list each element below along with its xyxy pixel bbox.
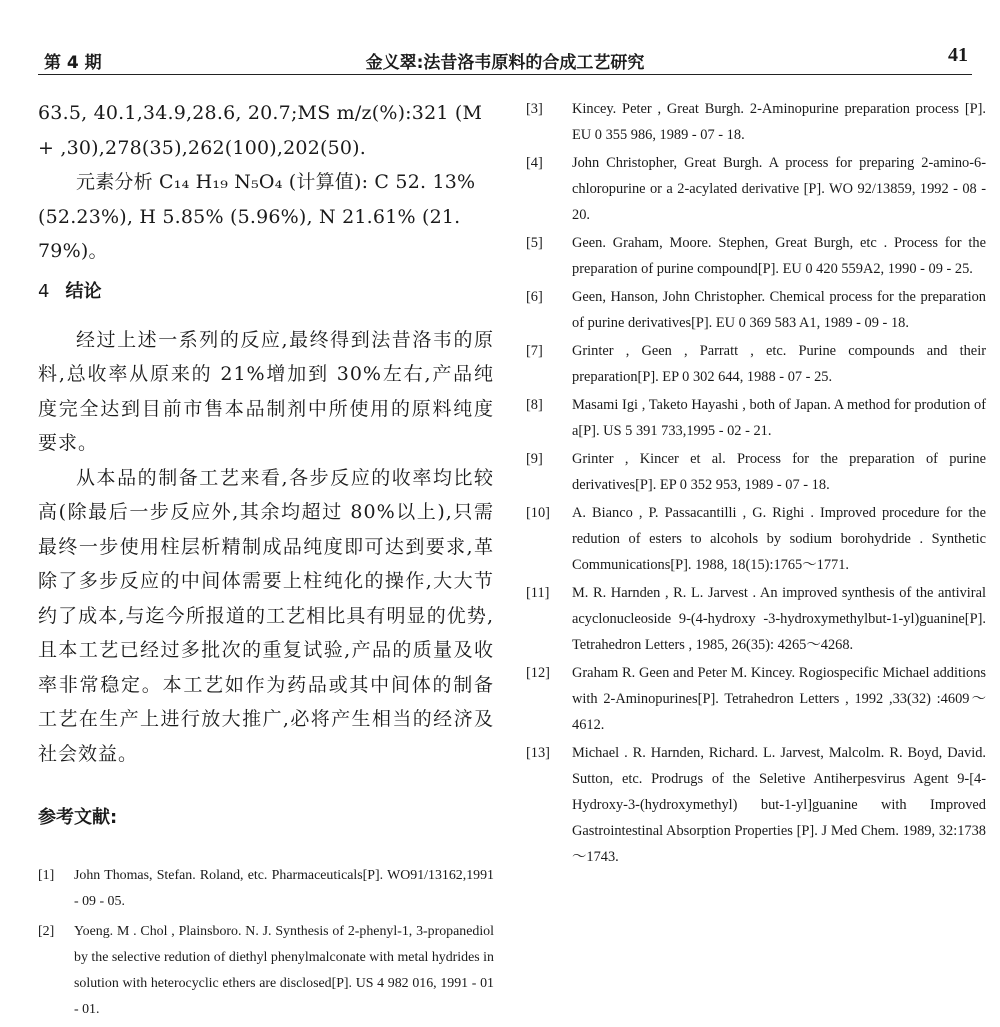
section-number: 4 <box>38 280 50 302</box>
reference-item <box>526 740 986 870</box>
ms-data-line: + ,30),278(35),262(100),202(50). <box>38 136 367 159</box>
reference-number: [9] <box>526 451 543 467</box>
reference-text: Grinter , Geen , Parratt , etc. Purine compounds and their preparation[P]. EP 0 302 644, 1988 - 07 - 25. <box>572 343 986 385</box>
reference-item <box>526 338 986 390</box>
reference-text: John Thomas, Stefan. Roland, etc. Pharmaceuticals[P]. WO91/13162,1991 - 09 - 05. <box>74 868 494 909</box>
reference-text: Geen. Graham, Moore. Stephen, Great Burgh, etc . Process for the preparation of purine compound[P]. EU 0 420 559A2, 1990 - 09 - 25. <box>572 235 986 277</box>
reference-item <box>526 96 986 148</box>
reference-number: [7] <box>526 343 543 359</box>
section-heading <box>38 275 494 309</box>
reference-item <box>38 863 494 915</box>
reference-number: [11] <box>526 585 550 601</box>
running-header <box>38 44 972 73</box>
header-rule <box>38 74 972 75</box>
reference-number: [13] <box>526 745 550 761</box>
reference-item <box>38 919 494 1023</box>
reference-text: Grinter , Kincer et al. Process for the preparation of purine derivatives[P]. EP 0 352 953, 1989 - 07 - 18. <box>572 451 986 493</box>
right-column <box>526 96 986 872</box>
elemental-analysis-line: 元素分析 C₁₄ H₁₉ N₅O₄ (计算值): C 52. 13% <box>76 171 476 193</box>
conclusion-paragraph-1: 经过上述一系列的反应,最终得到法昔洛韦的原料,总收率从原来的 21%增加到 30%左右,产品纯度完全达到目前市售本品制剂中所使用的原料纯度要求。 <box>38 328 494 454</box>
reference-item <box>526 150 986 228</box>
reference-item <box>526 392 986 444</box>
reference-number: [4] <box>526 155 543 171</box>
reference-text: A. Bianco , P. Passacantilli , G. Righi . Improved procedure for the redution of esters to alcohols by sodium borohydride . Synthetic Communications[P]. 1988, 18(15):1765～1771. <box>572 505 986 573</box>
left-column <box>38 96 494 1027</box>
reference-number: [12] <box>526 665 550 681</box>
reference-text: M. R. Harnden , R. L. Jarvest . An improved synthesis of the antiviral acyclonucleoside 9-(4-hydroxy -3-hydroxymethylbut-1-yl)guanine[P]. Tetrahedron Letters , 1985, 26(35): 4265～4268. <box>572 585 986 653</box>
reference-number: [5] <box>526 235 543 251</box>
reference-number: [1] <box>38 868 55 883</box>
reference-item <box>526 284 986 336</box>
reference-text: Geen, Hanson, John Christopher. Chemical process for the preparation of purine derivatives[P]. EU 0 369 583 A1, 1989 - 09 - 18. <box>572 289 986 331</box>
reference-number: [2] <box>38 924 55 939</box>
reference-number: [8] <box>526 397 543 413</box>
reference-text: Michael . R. Harnden, Richard. L. Jarvest, Malcolm. R. Boyd, David. Sutton, etc. Prodrugs of the Seletive Antiherpesvirus Agent 9-[4-Hydroxy-3-(hydroxymethyl) but-1-yl]guanine with Improved Gastrointestinal Absorption Properties [P]. J Med Chem. 1989, 32:1738～1743. <box>572 745 986 865</box>
reference-number: [3] <box>526 101 543 117</box>
reference-text: Graham R. Geen and Peter M. Kincey. Rogiospecific Michael additions with 2-Aminopurines[P]. Tetrahedron Letters , 1992 ,33(32) :4609～4612. <box>572 665 986 733</box>
running-title: 金义翠:法昔洛韦原料的合成工艺研究 <box>365 53 645 73</box>
reference-item <box>526 500 986 578</box>
issue-label: 第 4 期 <box>44 53 102 73</box>
reference-text: Masami Igi , Taketo Hayashi , both of Japan. A method for prodution of a[P]. US 5 391 733,1995 - 02 - 21. <box>572 397 986 439</box>
reference-item <box>526 230 986 282</box>
elemental-analysis-line: 79%)。 <box>38 240 108 262</box>
reference-text: Yoeng. M . Chol , Plainsboro. N. J. Synthesis of 2-phenyl-1, 3-propanediol by the selective redution of diethyl phenylmalconate with metal hydrides in solution with heterocyclic ethers are disclosed[P]. US 4 982 016, 1991 - 01 - 01. <box>74 924 494 1017</box>
section-title: 结论 <box>65 280 102 302</box>
reference-text: Kincey. Peter , Great Burgh. 2-Aminopurine preparation process [P]. EU 0 355 986, 1989 - 07 - 18. <box>572 101 986 143</box>
references-heading: 参考文献: <box>38 807 118 828</box>
reference-text: John Christopher, Great Burgh. A process for preparing 2-amino-6-chloropurine or a 2-acylated derivative [P]. WO 92/13859, 1992 - 08 - 20. <box>572 155 986 223</box>
elemental-analysis-line: (52.23%), H 5.85% (5.96%), N 21.61% (21. <box>38 205 461 228</box>
reference-item <box>526 660 986 738</box>
reference-number: [10] <box>526 505 550 521</box>
reference-number: [6] <box>526 289 543 305</box>
conclusion-paragraph-2: 从本品的制备工艺来看,各步反应的收率均比较高(除最后一步反应外,其余均超过 80%以上),只需最终一步使用柱层析精制成品纯度即可达到要求,革除了多步反应的中间体需要上柱纯化的操作,大大节约了成本,与迄今所报道的工艺相比具有明显的优势,且本工艺已经过多批次的重复试验,产品的质量及收率非常稳定。本工艺如作为药品或其中间体的制备工艺在生产上进行放大推广,必将产生相当的经济及社会效益。 <box>38 466 494 765</box>
page-number: 41 <box>948 44 968 66</box>
reference-item <box>526 446 986 498</box>
reference-item <box>526 580 986 658</box>
nmr-data-line: 63.5, 40.1,34.9,28.6, 20.7;MS m/z(%):321 (M <box>38 102 483 124</box>
